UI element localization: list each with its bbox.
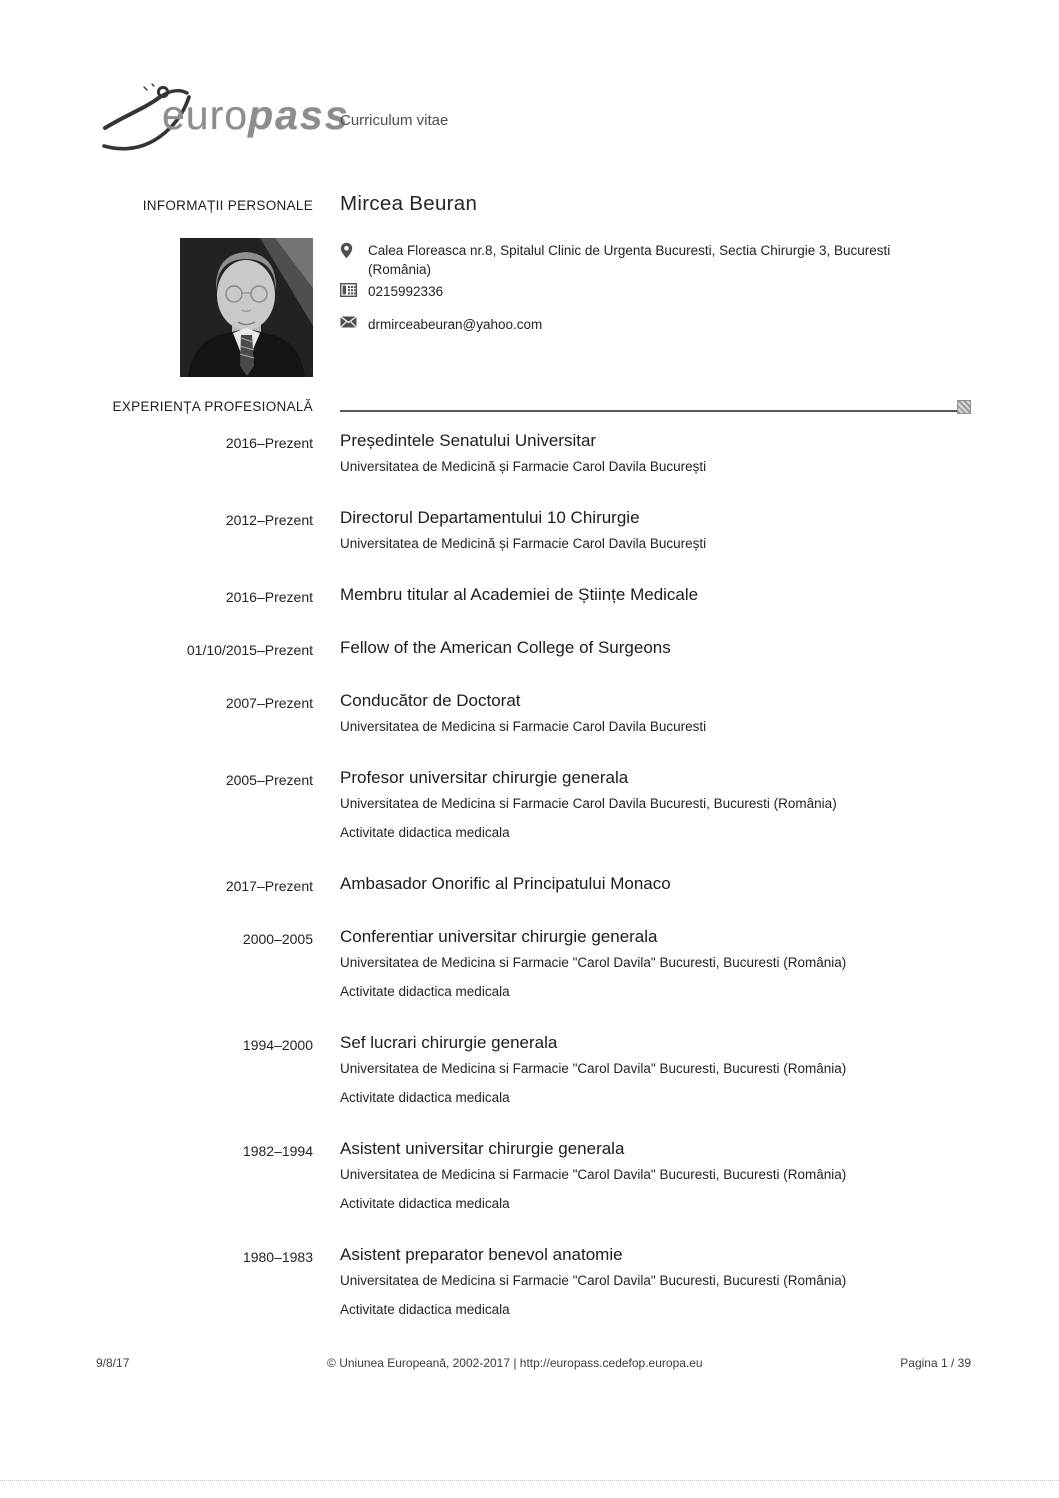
experience-section-heading (0, 397, 1059, 414)
footer-page-number: Pagina 1 / 39 (900, 1356, 971, 1370)
entry-title: Conferentiar universitar chirurgie generala (340, 927, 658, 946)
europass-logo-text (162, 92, 350, 139)
experience-entries (0, 430, 1059, 1320)
experience-entry (0, 690, 1059, 737)
experience-entry (0, 1032, 1059, 1108)
person-name: Mircea Beuran (340, 192, 478, 215)
page-header (0, 0, 1059, 170)
experience-entry (0, 926, 1059, 1002)
email-address: drmirceabeuran@yahoo.com (368, 317, 543, 332)
entry-date: 2016–Prezent (225, 589, 313, 605)
entry-date: 2016–Prezent (225, 435, 313, 451)
map-pin-icon (340, 241, 360, 259)
perforation-line (0, 1480, 1059, 1481)
entry-title: Membru titular al Academiei de Științe Medicale (340, 585, 699, 604)
entry-note: Activitate didactica medicala (340, 1302, 510, 1317)
entry-date: 1994–2000 (242, 1037, 313, 1053)
experience-entry (0, 873, 1059, 896)
entry-title: Asistent universitar chirurgie generala (340, 1139, 625, 1158)
entry-organization: Universitatea de Medicină și Farmacie Carol Davila București (340, 459, 707, 474)
experience-entry (0, 507, 1059, 554)
address-line-1: Calea Floreasca nr.8, Spitalul Clinic de Urgenta Bucuresti, Sectia Chirurgie 3, Bucuresti (368, 243, 891, 258)
entry-date: 2017–Prezent (225, 878, 313, 894)
envelope-icon (340, 315, 360, 328)
entry-title: Fellow of the American College of Surgeons (340, 638, 671, 657)
entry-organization: Universitatea de Medicina si Farmacie "Carol Davila" Bucuresti, Bucuresti (România) (340, 955, 847, 970)
entry-date: 2000–2005 (242, 931, 313, 947)
experience-entry (0, 637, 1059, 660)
entry-title: Asistent preparator benevol anatomie (340, 1245, 623, 1264)
rule-end-square (957, 400, 971, 414)
entry-date: 2012–Prezent (225, 512, 313, 528)
footer-date: 9/8/17 (96, 1356, 130, 1370)
entry-title: Ambasador Onorific al Principatului Monaco (340, 874, 671, 893)
address-line-2: (România) (368, 262, 432, 277)
entry-title: Conducător de Doctorat (340, 691, 521, 710)
entry-title: Președintele Senatului Universitar (340, 431, 597, 450)
phone-icon (340, 282, 360, 297)
personal-section-label: INFORMAȚII PERSONALE (142, 198, 313, 213)
entry-organization: Universitatea de Medicină și Farmacie Carol Davila București (340, 536, 707, 551)
experience-section-label: EXPERIENȚA PROFESIONALĂ (112, 399, 313, 414)
entry-note: Activitate didactica medicala (340, 984, 510, 999)
logo-euro: euro (162, 92, 249, 138)
experience-entry (0, 767, 1059, 843)
entry-organization: Universitatea de Medicina si Farmacie "Carol Davila" Bucuresti, Bucuresti (România) (340, 1273, 847, 1288)
phone-row (340, 282, 1059, 301)
entry-title: Profesor universitar chirurgie generala (340, 768, 629, 787)
page-footer (0, 1356, 1059, 1370)
experience-entry (0, 1138, 1059, 1214)
footer-copyright: © Uniunea Europeană, 2002-2017 | http://europass.cedefop.europa.eu (327, 1356, 703, 1370)
entry-organization: Universitatea de Medicina si Farmacie "Carol Davila" Bucuresti, Bucuresti (România) (340, 1167, 847, 1182)
entry-title: Sef lucrari chirurgie generala (340, 1033, 558, 1052)
address-row (340, 241, 1059, 279)
photo-column (0, 238, 313, 377)
contact-block (340, 238, 1059, 334)
experience-entry (0, 1244, 1059, 1320)
entry-organization: Universitatea de Medicina si Farmacie Carol Davila Bucuresti (340, 719, 707, 734)
rule-line (340, 410, 957, 412)
entry-organization: Universitatea de Medicina si Farmacie "Carol Davila" Bucuresti, Bucuresti (România) (340, 1061, 847, 1076)
logo-pass: pass (248, 92, 350, 138)
personal-info-header-row (0, 192, 1059, 216)
entry-date: 1982–1994 (242, 1143, 313, 1159)
address-text (368, 241, 890, 279)
phone-number: 0215992336 (368, 284, 444, 299)
entry-date: 2007–Prezent (225, 695, 313, 711)
experience-entry (0, 430, 1059, 477)
experience-entry (0, 584, 1059, 607)
entry-note: Activitate didactica medicala (340, 1090, 510, 1105)
section-rule (340, 397, 1059, 414)
personal-info-detail-row (0, 238, 1059, 377)
document-type-label: Curriculum vitae (340, 112, 449, 129)
entry-title: Directorul Departamentului 10 Chirurgie (340, 508, 640, 527)
entry-date: 01/10/2015–Prezent (186, 642, 313, 658)
portrait-photo (180, 238, 313, 377)
entry-note: Activitate didactica medicala (340, 825, 510, 840)
entry-date: 1980–1983 (242, 1249, 313, 1265)
email-row (340, 315, 1059, 334)
entry-date: 2005–Prezent (225, 772, 313, 788)
entry-organization: Universitatea de Medicina si Farmacie Carol Davila Bucuresti, Bucuresti (România) (340, 796, 837, 811)
entry-note: Activitate didactica medicala (340, 1196, 510, 1211)
